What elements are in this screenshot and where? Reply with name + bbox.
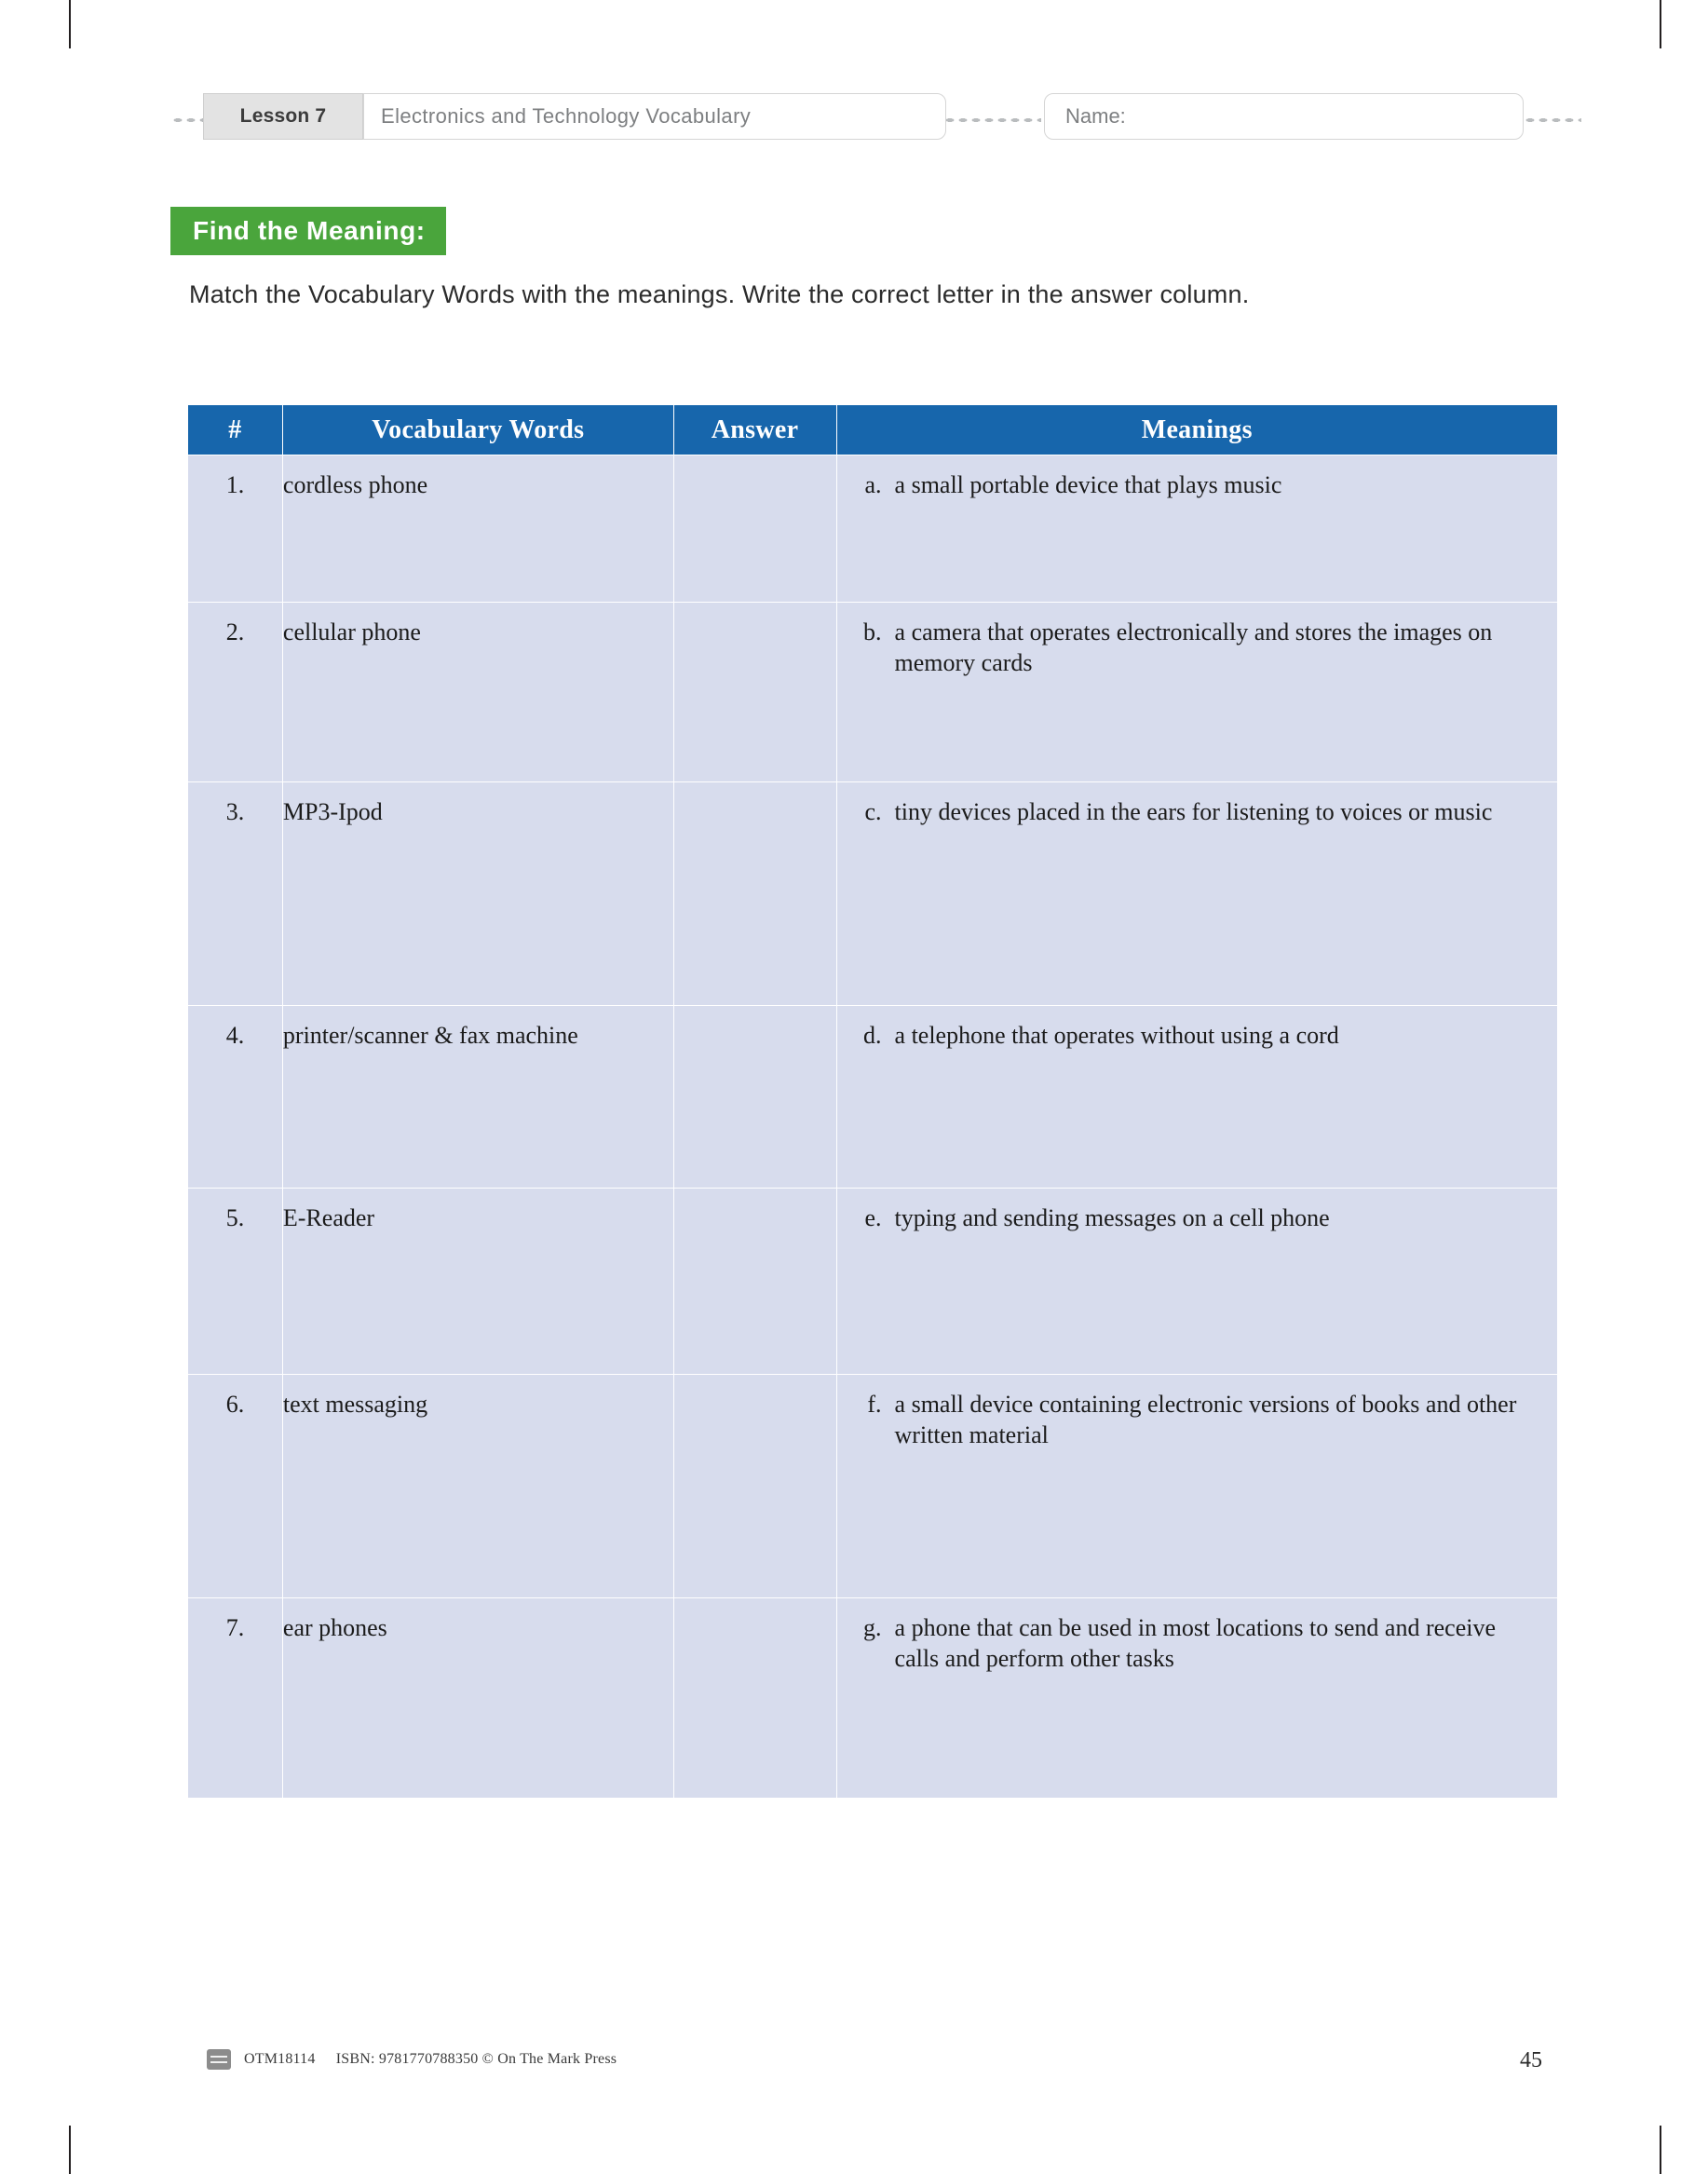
lesson-number-tag	[203, 93, 363, 140]
vocabulary-word: text messaging	[282, 1375, 673, 1598]
matching-table	[187, 404, 1558, 1799]
vocabulary-word: cordless phone	[282, 455, 673, 603]
meaning-text: a small portable device that plays music	[894, 471, 1282, 498]
instructions-text: Match the Vocabulary Words with the meanings. Write the correct letter in the answer column.	[189, 280, 1250, 308]
column-header-answer: Answer	[673, 405, 836, 455]
meaning-cell	[836, 782, 1557, 1006]
table-row	[188, 603, 1558, 782]
row-number: 7.	[188, 1598, 283, 1799]
table-row	[188, 455, 1558, 603]
table-row	[188, 1006, 1558, 1189]
vocabulary-word: ear phones	[282, 1598, 673, 1799]
column-header-meanings: Meanings	[836, 405, 1557, 455]
footer-isbn: ISBN: 9781770788350 © On The Mark Press	[335, 2051, 617, 2067]
meaning-text: a phone that can be used in most locations to send and receive calls and perform other tasks	[894, 1614, 1496, 1672]
table-row	[188, 1375, 1558, 1598]
meaning-letter: d.	[863, 1022, 882, 1049]
table-row	[188, 782, 1558, 1006]
footer-code: OTM18114	[244, 2051, 316, 2067]
meaning-cell	[836, 1375, 1557, 1598]
meaning-text: a camera that operates electronically and stores the images on memory cards	[894, 618, 1493, 676]
page-footer	[207, 2049, 633, 2070]
book-icon	[207, 2049, 231, 2070]
answer-cell[interactable]	[673, 603, 836, 782]
answer-cell[interactable]	[673, 782, 836, 1006]
vocabulary-word: E-Reader	[282, 1189, 673, 1375]
meaning-text: tiny devices placed in the ears for listening to voices or music	[894, 798, 1493, 825]
table-row	[188, 1189, 1558, 1375]
meaning-text: typing and sending messages on a cell phone	[894, 1204, 1330, 1231]
meaning-letter: f.	[867, 1391, 882, 1418]
answer-cell[interactable]	[673, 1006, 836, 1189]
meaning-letter: b.	[863, 618, 882, 645]
name-field-label: Name:	[1065, 104, 1126, 128]
column-header-number: #	[188, 405, 283, 455]
meaning-letter: g.	[863, 1614, 882, 1641]
meaning-text: a small device containing electronic versions of books and other written material	[894, 1391, 1517, 1448]
row-number: 5.	[188, 1189, 283, 1375]
meaning-cell	[836, 455, 1557, 603]
lesson-title-label: Electronics and Technology Vocabulary	[381, 104, 752, 128]
row-number: 3.	[188, 782, 283, 1006]
crop-mark-bottom-right	[1660, 2126, 1661, 2174]
page-header	[175, 84, 1581, 142]
meaning-letter: a.	[864, 471, 882, 498]
answer-cell[interactable]	[673, 1189, 836, 1375]
answer-cell[interactable]	[673, 1598, 836, 1799]
answer-cell[interactable]	[673, 1375, 836, 1598]
vocabulary-word: MP3-Ipod	[282, 782, 673, 1006]
table-header-row	[188, 405, 1558, 455]
answer-cell[interactable]	[673, 455, 836, 603]
meaning-letter: c.	[864, 798, 882, 825]
meaning-cell	[836, 1006, 1557, 1189]
dotted-rule-right	[1524, 117, 1581, 123]
meaning-cell	[836, 1189, 1557, 1375]
table-row	[188, 1598, 1558, 1799]
meaning-letter: e.	[864, 1204, 882, 1231]
meaning-text: a telephone that operates without using a cord	[894, 1022, 1339, 1049]
crop-mark-top-right	[1660, 0, 1661, 48]
section-banner	[170, 207, 446, 255]
lesson-title-box	[363, 93, 946, 140]
row-number: 4.	[188, 1006, 283, 1189]
crop-mark-top-left	[69, 0, 71, 48]
meaning-cell	[836, 603, 1557, 782]
footer-text	[244, 2051, 633, 2068]
name-field[interactable]	[1044, 93, 1524, 140]
vocabulary-word: printer/scanner & fax machine	[282, 1006, 673, 1189]
section-banner-label: Find the Meaning:	[193, 216, 426, 245]
vocabulary-word: cellular phone	[282, 603, 673, 782]
dotted-rule-middle	[943, 117, 1041, 123]
crop-mark-bottom-left	[69, 2126, 71, 2174]
lesson-number-label: Lesson 7	[239, 105, 327, 127]
page-number: 45	[1520, 2048, 1542, 2072]
row-number: 1.	[188, 455, 283, 603]
meaning-cell	[836, 1598, 1557, 1799]
row-number: 2.	[188, 603, 283, 782]
column-header-words: Vocabulary Words	[282, 405, 673, 455]
row-number: 6.	[188, 1375, 283, 1598]
